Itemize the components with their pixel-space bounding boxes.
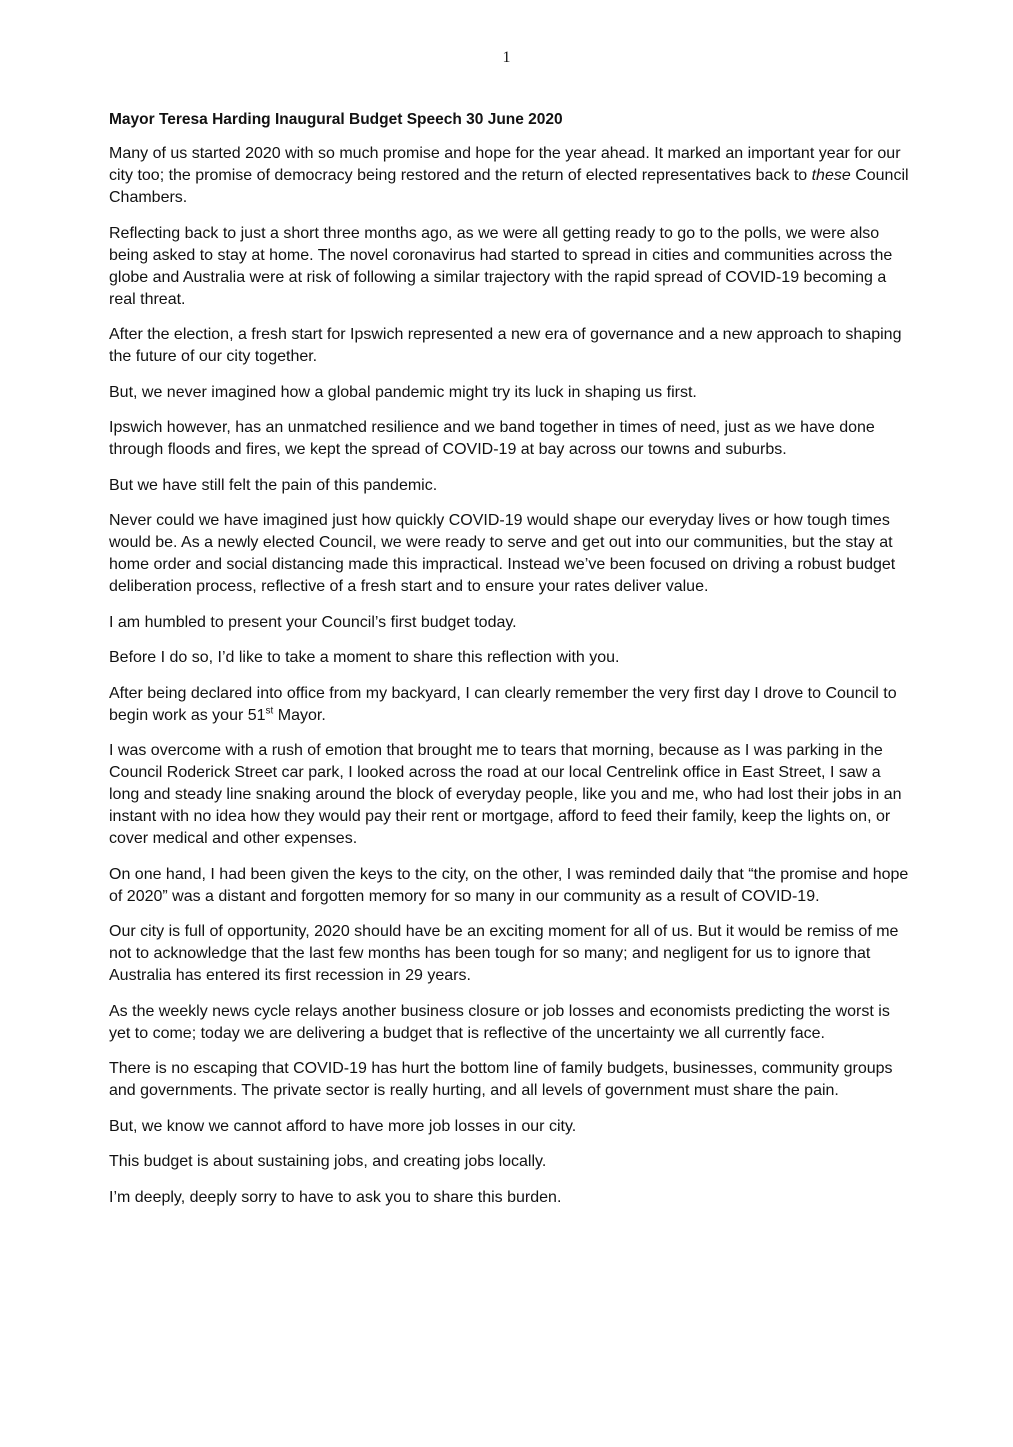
paragraph-5: Ipswich however, has an unmatched resilience and we band together in times of need, just as we have done through floods and fires, we kept the spread of COVID-19 at bay across our towns and suburbs. bbox=[109, 419, 875, 458]
paragraph-10 bbox=[109, 683, 909, 727]
document-body bbox=[109, 109, 909, 1222]
document-title: Mayor Teresa Harding Inaugural Budget Speech 30 June 2020 bbox=[109, 111, 563, 128]
paragraph-1-emphasis: these bbox=[811, 167, 851, 184]
paragraph-10-text-end: Mayor. bbox=[273, 706, 326, 724]
page-number: 1 bbox=[502, 49, 511, 66]
paragraph-14: As the weekly news cycle relays another business closure or job losses and economists predicting the worst is yet to come; today we are delivering a budget that is reflective of the uncertainty we all currently face. bbox=[109, 1002, 890, 1042]
paragraph-16: But, we know we cannot afford to have more job losses in our city. bbox=[109, 1117, 577, 1135]
paragraph-13: Our city is full of opportunity, 2020 should have be an exciting moment for all of us. But it would be remiss of me not to acknowledge that the last few months has been tough for so many; and negligent for us to ignore that Australia has entered its first recession in 29 years. bbox=[109, 923, 899, 984]
paragraph-10-superscript: st bbox=[265, 705, 274, 717]
paragraph-17: This budget is about sustaining jobs, and creating jobs locally. bbox=[109, 1153, 547, 1170]
paragraph-1-text-end: Council Chambers. bbox=[109, 167, 909, 206]
paragraph-9: Before I do so, I’d like to take a moment to share this reflection with you. bbox=[109, 649, 620, 666]
paragraph-7: Never could we have imagined just how quickly COVID-19 would shape our everyday lives or how tough times would be. As a newly elected Council, we were ready to serve and get out into our communities, but the stay at home order and social distancing made this impractical. Instead we’ve been focused on driving a robust budget deliberation process, reflective of a fresh start and to ensure your rates deliver value. bbox=[109, 512, 896, 595]
paragraph-2: Reflecting back to just a short three months ago, as we were all getting ready to go to the polls, we were also being asked to stay at home. The novel coronavirus had started to spread in cities and communities across the globe and Australia were at risk of following a similar trajectory with the rapid spread of COVID-19 becoming a real threat. bbox=[109, 224, 893, 308]
paragraph-15: There is no escaping that COVID-19 has hurt the bottom line of family budgets, businesses, community groups and governments. The private sector is really hurting, and all levels of government must share the pain. bbox=[109, 1060, 893, 1099]
paragraph-11: I was overcome with a rush of emotion that brought me to tears that morning, because as I was parking in the Council Roderick Street car park, I looked across the road at our local Centrelink office in East Street, I saw a long and steady line snaking around the block of everyday people, like you and me, who had lost their jobs in an instant with no idea how they would pay their rent or mortgage, afford to feed their family, keep the lights on, or cover medical and other expenses. bbox=[109, 742, 902, 847]
paragraph-1-text-start: Many of us started 2020 with so much promise and hope for the year ahead. It marked an important year for our city too; the promise of democracy being restored and the return of elected representatives back to bbox=[109, 145, 901, 184]
paragraph-12: On one hand, I had been given the keys to the city, on the other, I was reminded daily that “the promise and hope of 2020” was a distant and forgotten memory for so many in our community as a result of COVID-19. bbox=[109, 865, 909, 905]
paragraph-6: But we have still felt the pain of this pandemic. bbox=[109, 476, 438, 494]
paragraph-1 bbox=[109, 143, 909, 209]
paragraph-10-text-start: After being declared into office from my backyard, I can clearly remember the very first day I drove to Council to begin work as your 51 bbox=[109, 684, 897, 724]
paragraph-3: After the election, a fresh start for Ipswich represented a new era of governance and a new approach to shaping the future of our city together. bbox=[109, 326, 902, 365]
paragraph-8: I am humbled to present your Council’s first budget today. bbox=[109, 613, 517, 631]
paragraph-4: But, we never imagined how a global pandemic might try its luck in shaping us first. bbox=[109, 383, 697, 401]
paragraph-18: I’m deeply, deeply sorry to have to ask you to share this burden. bbox=[109, 1188, 562, 1206]
